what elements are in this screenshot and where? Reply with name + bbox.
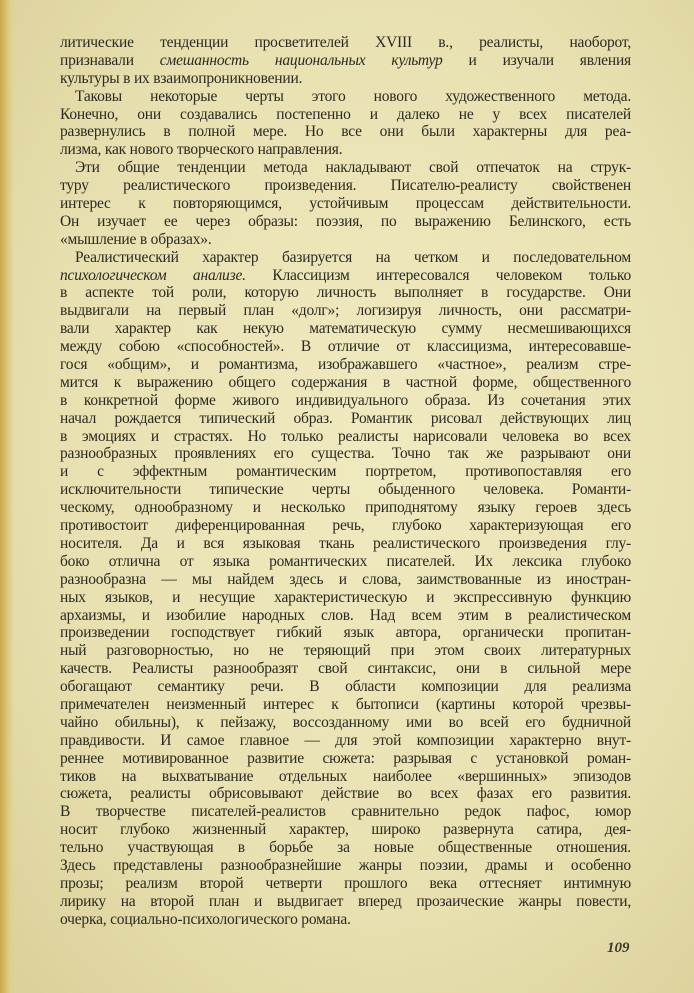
text-segment: лирику на второй план и выдвигает вперед прозаические жанры повести, <box>60 892 631 910</box>
text-line <box>60 249 631 267</box>
text-segment: туру реалистического произведения. Писателю-реалисту свойственен <box>60 177 631 195</box>
text-line <box>60 231 631 249</box>
text-segment: реннее мотивированное развитие сюжета: разрывая с установкой роман- <box>60 749 631 767</box>
text-line <box>60 678 631 696</box>
text-segment: в конкретной форме живого индивидуального образа. Из сочетания этих <box>60 391 631 409</box>
text-segment: литические тенденции просветителей XVIII в., реалисты, наоборот, <box>60 34 631 51</box>
text-segment: ных языков, и несущие характеристическую и экспрессивную функцию <box>60 588 631 606</box>
text-segment: в эмоциях и страстях. Но только реалисты нарисовали человека во всех <box>60 427 631 445</box>
text-line <box>60 463 631 481</box>
text-line <box>60 70 631 88</box>
text-line <box>60 911 631 929</box>
text-line <box>60 410 631 428</box>
text-line <box>60 535 631 553</box>
text-segment: очерка, социально-психологического романа. <box>60 910 351 928</box>
text-segment: Реалистический характер базируется на четком и последовательном <box>75 248 631 266</box>
text-segment: Таковы некоторые черты этого нового художественного метода. <box>75 87 631 105</box>
page-number: 109 <box>607 940 630 956</box>
text-line <box>60 553 631 571</box>
text-line <box>60 696 631 714</box>
text-segment: тиков на выхватывание отдельных наиболее «вершинных» эпизодов <box>60 767 631 785</box>
text-line <box>60 52 631 70</box>
text-segment: Конечно, они создавались постепенно и далеко не у всех писателей <box>60 105 631 123</box>
text-segment: между собою «способностей». В отличие от классицизма, интересовавше- <box>60 338 631 356</box>
page-binding-edge <box>0 0 14 993</box>
text-line <box>60 267 631 285</box>
italic-emphasis: психологическом анализе. <box>60 266 246 284</box>
text-segment: В творчестве писателей-реалистов сравнительно редок пафос, юмор <box>60 803 631 821</box>
text-line <box>60 88 631 106</box>
text-line <box>60 374 631 392</box>
text-segment: Он изучает ее через образы: поэзия, по выражению Белинского, есть <box>60 212 631 230</box>
text-segment: вали характер как некую математическую сумму несмешивающихся <box>60 320 631 338</box>
text-segment: исключительности типические черты обыденного человека. Романти- <box>60 481 631 499</box>
text-line <box>60 141 631 159</box>
text-line <box>60 768 631 786</box>
text-segment: начал рождается типический образ. Романтик рисовал действующих лиц <box>60 409 631 427</box>
text-segment: мится к выражению общего содержания в частной форме, общественного <box>60 373 631 391</box>
text-line <box>60 517 631 535</box>
text-line <box>60 320 631 338</box>
text-segment: разнообразных проявлениях его существа. Точно так же разрывают они <box>60 445 631 463</box>
text-segment: произведении господствует гибкий язык автора, органически пропитан- <box>60 624 631 642</box>
text-line <box>60 857 631 875</box>
text-segment: ческому, однообразному и несколько приподнятому языку героев здесь <box>60 499 631 517</box>
text-line <box>60 213 631 231</box>
text-line <box>60 714 631 732</box>
text-segment: Здесь представлены разнообразнейшие жанры поэзии, драмы и особенно <box>60 856 631 874</box>
italic-emphasis: смешанность национальных культур <box>159 51 443 69</box>
text-segment: Эти общие тенденции метода накладывают свой отпечаток на струк- <box>75 159 631 177</box>
text-segment: разнообразна — мы найдем здесь и слова, заимствованные из иностран- <box>60 570 631 588</box>
text-segment: носителя. Да и вся языковая ткань реалистического произведения глу- <box>60 534 631 552</box>
text-segment: чайно обильны), к пейзажу, воссозданному ими во всей его будничной <box>60 713 631 731</box>
text-line <box>60 607 631 625</box>
text-segment: культуры в их взаимопроникновении. <box>60 69 303 87</box>
text-segment: сюжета, реалисты обрисовывают действие во всех фазах его развития. <box>60 785 631 803</box>
text-segment: противостоит диференцированная речь, глубоко характеризующая его <box>60 517 631 535</box>
text-line <box>60 302 631 320</box>
text-segment: гося «общим», и романтизма, изображавшего «частное», реализм стре- <box>60 356 631 374</box>
text-segment: прозы; реализм второй четверти прошлого века оттесняет интимную <box>60 874 631 892</box>
text-line <box>60 177 631 195</box>
text-line <box>60 642 631 660</box>
text-line <box>60 571 631 589</box>
text-line <box>60 499 631 517</box>
text-line <box>60 34 631 52</box>
text-segment: Классицизм интересовался человеком только <box>245 266 632 284</box>
text-segment: примечателен неизменный интерес к бытописи (картины которой чрезвы- <box>60 695 631 713</box>
text-line <box>60 803 631 821</box>
text-line <box>60 589 631 607</box>
text-segment: носит глубоко жизненный характер, широко развернута сатира, дея- <box>60 821 631 839</box>
text-line <box>60 624 631 642</box>
text-segment: качеств. Реалисты разнообразят свой синтаксис, они в сильной мере <box>60 660 631 678</box>
text-line <box>60 750 631 768</box>
text-segment: и с эффектным романтическим портретом, противопоставляя его <box>60 463 631 481</box>
text-segment: правдивости. И самое главное — для этой композиции характерно внут- <box>60 731 631 749</box>
text-segment: признавали <box>60 51 160 69</box>
text-line <box>60 481 631 499</box>
text-segment: архаизмы, и изобилие народных слов. Над всем этим в реалистическом <box>60 606 631 624</box>
text-segment: в аспекте той роли, которую личность выполняет в государстве. Они <box>60 284 631 302</box>
text-segment: ный разговорностью, но не теряющий при этом своих литературных <box>60 642 631 660</box>
text-line <box>60 123 631 141</box>
text-segment: выдвигали на первый план «долг»; логизируя личность, они рассматри- <box>60 302 631 320</box>
text-line <box>60 875 631 893</box>
text-line <box>60 839 631 857</box>
text-line <box>60 660 631 678</box>
text-line <box>60 338 631 356</box>
text-line <box>60 821 631 839</box>
text-line <box>60 195 631 213</box>
text-segment: «мышление в образах». <box>60 230 212 248</box>
text-segment: интерес к повторяющимся, устойчивым процессам действительности. <box>60 195 631 213</box>
text-line <box>60 106 631 124</box>
text-line <box>60 785 631 803</box>
text-line <box>60 159 631 177</box>
text-line <box>60 392 631 410</box>
text-segment: и изучали явления <box>442 51 631 69</box>
text-segment: развернулись в полной мере. Но все они были характерны для реа- <box>60 123 631 141</box>
text-line <box>60 356 631 374</box>
text-line <box>60 284 631 302</box>
text-segment: тельно участвующая в борьбе за новые общественные отношения. <box>60 839 631 857</box>
text-segment: боко отлична от языка романтических писателей. Их лексика глубоко <box>60 552 631 570</box>
text-line <box>60 893 631 911</box>
text-segment: лизма, как нового творческого направления. <box>60 141 343 159</box>
body-text <box>60 34 631 929</box>
text-line <box>60 732 631 750</box>
text-line <box>60 445 631 463</box>
text-line <box>60 428 631 446</box>
text-segment: обогащают семантику речи. В области композиции для реализма <box>60 678 631 696</box>
